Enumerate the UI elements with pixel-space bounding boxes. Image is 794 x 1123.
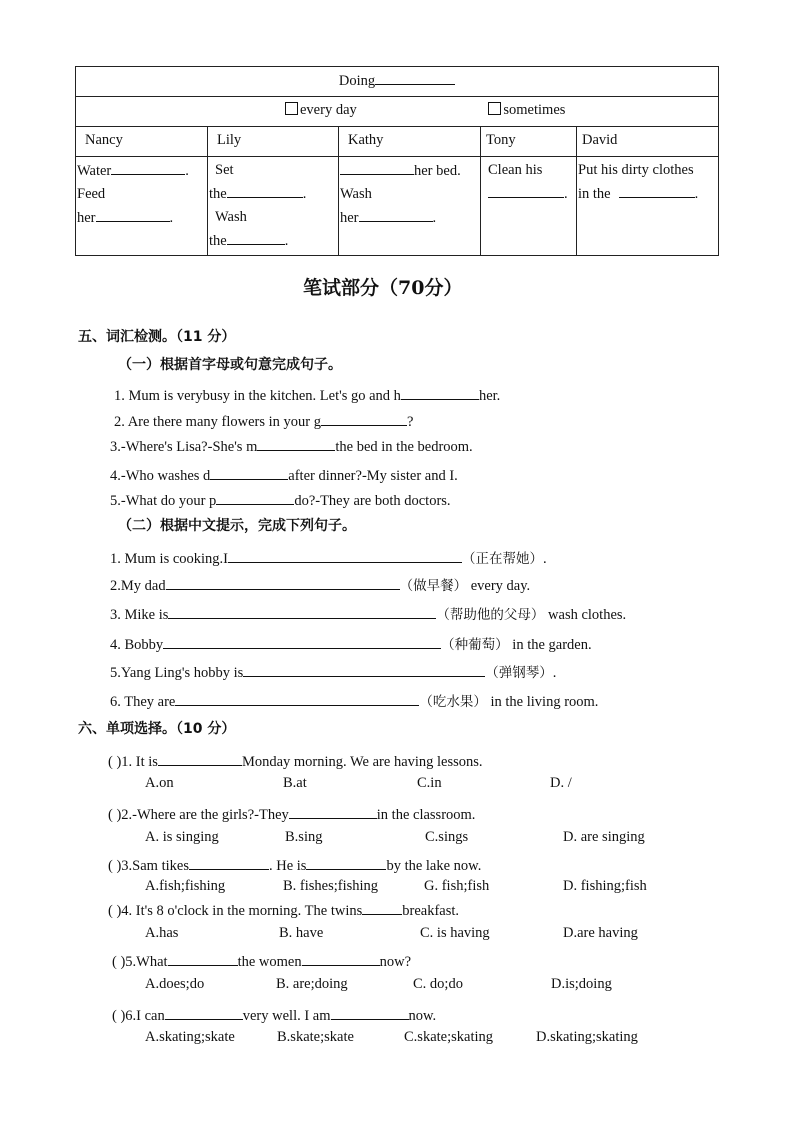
- section-5-title: 五、词汇检测。（11 分）: [78, 329, 236, 345]
- answer-blank[interactable]: [331, 1004, 409, 1020]
- question-5-3: 3.-Where's Lisa?-She's m the bed in the bedroom.: [110, 435, 473, 456]
- answer-blank[interactable]: [340, 159, 414, 175]
- name-kathy: Kathy: [339, 127, 481, 157]
- table-header-row: [76, 67, 719, 97]
- answer-blank[interactable]: [163, 633, 441, 649]
- sentence-5-c6: 6. They are （吃水果） in the living room.: [110, 690, 598, 711]
- answer-blank[interactable]: [216, 489, 294, 505]
- mc-4-option-a[interactable]: A.has: [145, 925, 179, 941]
- mc-question-1: ( )1. It is Monday morning. We are having lessons.: [108, 750, 483, 771]
- answer-blank[interactable]: [488, 182, 564, 198]
- answer-blank[interactable]: [302, 950, 380, 966]
- cell-nancy: Water . Feed her .: [76, 157, 208, 256]
- question-5-4: 4.-Who washes d after dinner?-My sister and I.: [110, 464, 458, 485]
- answer-blank[interactable]: [243, 661, 485, 677]
- mc-question-2: ( )2.-Where are the girls?-They in the classroom.: [108, 803, 475, 824]
- answer-paren[interactable]: ( ): [108, 754, 122, 770]
- name-david: David: [577, 127, 719, 157]
- mc-5-option-c[interactable]: C. do;do: [413, 976, 463, 992]
- cell-kathy: her bed. Wash her .: [339, 157, 481, 256]
- answer-blank[interactable]: [359, 206, 433, 222]
- mc-1-option-b[interactable]: B.at: [283, 775, 307, 791]
- survey-table: [75, 66, 719, 256]
- answer-blank[interactable]: [175, 690, 419, 706]
- answer-blank[interactable]: [257, 435, 335, 451]
- doing-label: Doing: [338, 73, 376, 89]
- answer-blank[interactable]: [227, 182, 303, 198]
- mc-question-5: ( )5.What the women now?: [112, 950, 411, 971]
- answer-paren[interactable]: ( ): [108, 807, 122, 823]
- answer-blank[interactable]: [227, 229, 285, 245]
- answer-paren[interactable]: ( ): [112, 954, 126, 970]
- written-part-title: 笔试部分（70分）: [303, 277, 463, 299]
- answer-blank[interactable]: [321, 410, 407, 426]
- answer-blank[interactable]: [168, 950, 238, 966]
- mc-3-option-d[interactable]: D. fishing;fish: [563, 878, 647, 894]
- question-5-5: 5.-What do your p do?-They are both doctors.: [110, 489, 451, 510]
- answer-blank[interactable]: [96, 206, 170, 222]
- frequency-row: [76, 97, 719, 127]
- sentence-5-c1: 1. Mum is cooking.I （正在帮她）.: [110, 547, 547, 568]
- answer-blank[interactable]: [168, 603, 436, 619]
- mc-1-option-d[interactable]: D. /: [550, 775, 572, 791]
- doing-blank[interactable]: [375, 69, 455, 85]
- sentence-5-c3: 3. Mike is （帮助他的父母） wash clothes.: [110, 603, 626, 624]
- mc-5-option-b[interactable]: B. are;doing: [276, 976, 348, 992]
- answer-blank[interactable]: [619, 182, 695, 198]
- mc-question-3: ( )3.Sam tikes . He is by the lake now.: [108, 854, 481, 875]
- answer-paren[interactable]: ( ): [108, 903, 122, 919]
- mc-4-option-b[interactable]: B. have: [279, 925, 324, 941]
- answer-paren[interactable]: ( ): [112, 1008, 126, 1024]
- sentence-5-c5: 5.Yang Ling's hobby is （弹钢琴）.: [110, 661, 556, 682]
- mc-6-option-d[interactable]: D.skating;skating: [536, 1029, 638, 1045]
- cell-david: Put his dirty clothes in the .: [577, 157, 719, 256]
- answer-paren[interactable]: ( ): [108, 858, 122, 874]
- sentence-5-c2: 2.My dad （做早餐） every day.: [110, 574, 530, 595]
- section-5-part-1-title: （一）根据首字母或句意完成句子。: [118, 357, 342, 373]
- mc-6-option-c[interactable]: C.skate;skating: [404, 1029, 494, 1045]
- mc-4-option-c[interactable]: C. is having: [420, 925, 490, 941]
- checkbox-icon[interactable]: [285, 102, 298, 115]
- mc-3-option-b[interactable]: B. fishes;fishing: [283, 878, 379, 894]
- answer-blank[interactable]: [111, 159, 185, 175]
- name-nancy: Nancy: [76, 127, 208, 157]
- answer-blank[interactable]: [289, 803, 377, 819]
- answer-blank[interactable]: [158, 750, 242, 766]
- answer-blank[interactable]: [306, 854, 386, 870]
- cell-tony: Clean his .: [481, 157, 577, 256]
- every-day-option[interactable]: every day: [285, 102, 357, 118]
- mc-1-option-a[interactable]: A.on: [145, 775, 174, 791]
- question-5-2: 2. Are there many flowers in your g ?: [114, 410, 413, 431]
- cell-lily: Set the . Wash the .: [208, 157, 339, 256]
- sentence-5-c4: 4. Bobby （种葡萄） in the garden.: [110, 633, 592, 654]
- mc-5-option-a[interactable]: A.does;do: [145, 976, 205, 992]
- section-6-title: 六、单项选择。（10 分）: [78, 721, 236, 737]
- mc-6-option-a[interactable]: A.skating;skate: [145, 1029, 235, 1045]
- mc-2-option-c[interactable]: C.sings: [425, 829, 469, 845]
- mc-3-option-a[interactable]: A.fish;fishing: [145, 878, 226, 894]
- answer-blank[interactable]: [401, 384, 479, 400]
- mc-question-4: ( )4. It's 8 o'clock in the morning. The twins breakfast.: [108, 899, 459, 920]
- question-5-1: 1. Mum is verybusy in the kitchen. Let's go and h her.: [114, 384, 500, 405]
- name-lily: Lily: [208, 127, 339, 157]
- mc-1-option-c[interactable]: C.in: [417, 775, 442, 791]
- mc-2-option-a[interactable]: A. is singing: [145, 829, 219, 845]
- mc-question-6: ( )6.I can very well. I am now.: [112, 1004, 436, 1025]
- mc-3-option-c[interactable]: G. fish;fish: [424, 878, 490, 894]
- mc-6-option-b[interactable]: B.skate;skate: [277, 1029, 354, 1045]
- mc-5-option-d[interactable]: D.is;doing: [551, 976, 612, 992]
- answer-blank[interactable]: [189, 854, 269, 870]
- sometimes-option[interactable]: sometimes: [488, 102, 565, 118]
- mc-2-option-d[interactable]: D. are singing: [563, 829, 645, 845]
- name-tony: Tony: [481, 127, 577, 157]
- answer-blank[interactable]: [210, 464, 288, 480]
- answer-blank[interactable]: [362, 899, 402, 915]
- checkbox-icon[interactable]: [488, 102, 501, 115]
- answer-blank[interactable]: [165, 1004, 243, 1020]
- mc-2-option-b[interactable]: B.sing: [285, 829, 323, 845]
- section-5-part-2-title: （二）根据中文提示，完成下列句子。: [118, 518, 356, 534]
- answer-blank[interactable]: [228, 547, 462, 563]
- answer-blank[interactable]: [166, 574, 400, 590]
- mc-4-option-d[interactable]: D.are having: [563, 925, 638, 941]
